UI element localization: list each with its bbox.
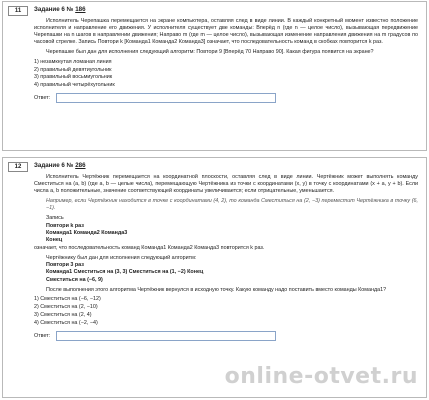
option-2: 2) Сместиться на (2, −10) [34,304,98,311]
option-1: 1) Сместиться на (−6, −12) [34,296,101,303]
algorithm-line: Повтори 3 раз [46,262,84,269]
watermark: online-otvet.ru [224,363,418,389]
record-meaning: означает, что последовательность команд Команда1 Команда2 Команда3 повторится k раз. [34,244,265,251]
answer-row [34,331,418,343]
task-body [34,18,418,105]
given-intro: Чертёжнику был дан для исполнения следующий алгоритм: [46,254,197,261]
task-title-prefix: Задание 6 № [34,6,74,13]
record-line: Команда1 Команда2 Команда3 [46,229,128,236]
answer-input[interactable] [56,331,276,341]
task-intro: Исполнитель Черепашка перемещается на экране компьютера, оставляя след в виде линии. В каждый конкретный момент известно положение исполнителя и направление его движения. У исполнителя существует две команды: Вперёд n (где n — целое число), вызывающая передвижение Черепашки на n шагов в направлении движения; Направо m (где m — целое число), вызывающая изменение направления движения на m градусов по часовой стрелке. Запись Повтори k [Команда1 Команда2 Команда3] означает, что последовательность команд в скобках повторится k раз. [34,18,418,46]
task-link[interactable]: 186 [75,6,86,13]
task-question: После выполнения этого алгоритма Чертёжник вернулся в исходную точку. Какую команду надо поставить вместо команды Команда1? [46,286,387,293]
algorithm-line: Сместиться на (−6, 9) [46,276,103,283]
task-number: 12 [8,162,28,172]
task-title-prefix: Задание 6 № [34,162,74,169]
option-3: 3) правильный восьмиугольник [34,74,113,81]
answer-row [34,93,418,105]
task-number: 11 [8,6,28,16]
record-line: Повтори k раз [46,222,84,229]
task-question: Черепашке был дан для исполнения следующий алгоритм: Повтори 9 [Вперёд 70 Направо 90]. Какая фигура появится на экране? [46,49,374,56]
answer-label: Ответ: [34,95,51,102]
record-line: Конец [46,236,63,243]
task-title [34,162,86,170]
task-link[interactable]: 286 [75,162,86,169]
option-2: 2) правильный девятиугольник [34,66,112,73]
record-block [46,223,418,244]
task-card-11 [2,1,427,151]
task-title [34,6,86,14]
answer-label: Ответ: [34,332,51,339]
algorithm-block [46,262,418,283]
option-4: 4) правильный четырёхугольник [34,81,115,88]
answer-options [34,59,418,89]
option-3: 3) Сместиться на (2, 4) [34,311,92,318]
task-intro: Исполнитель Чертёжник перемещается на координатной плоскости, оставляя след в виде линии. Чертёжник может выполнять команду Сместиться на (a, b) (где a, b — целые числа), перемещающую Чертёжника из точки с координатами (x, y) в точку с координатами (x + a, y + b). Если числа a, b положительные, значение соответствующей координаты увеличивается; если отрицательные, уменьшается. [34,174,418,195]
answer-input[interactable] [56,93,276,103]
algorithm-line: Команда1 Сместиться на (3, 3) Сместиться на (1, −2) Конец [46,269,204,276]
record-label: Запись [46,214,64,221]
task-example: Например, если Чертёжник находится в точке с координатами (4, 2), то команда Сместиться на (2, −3) переместит Чертёжника в точку (6, −1). [46,197,418,212]
option-4: 4) Сместиться на (−2, −4) [34,319,98,326]
answer-options [34,296,418,326]
option-1: 1) незамкнутая ломаная линия [34,58,112,65]
task-body [34,174,418,343]
task-card-12 [2,157,427,398]
